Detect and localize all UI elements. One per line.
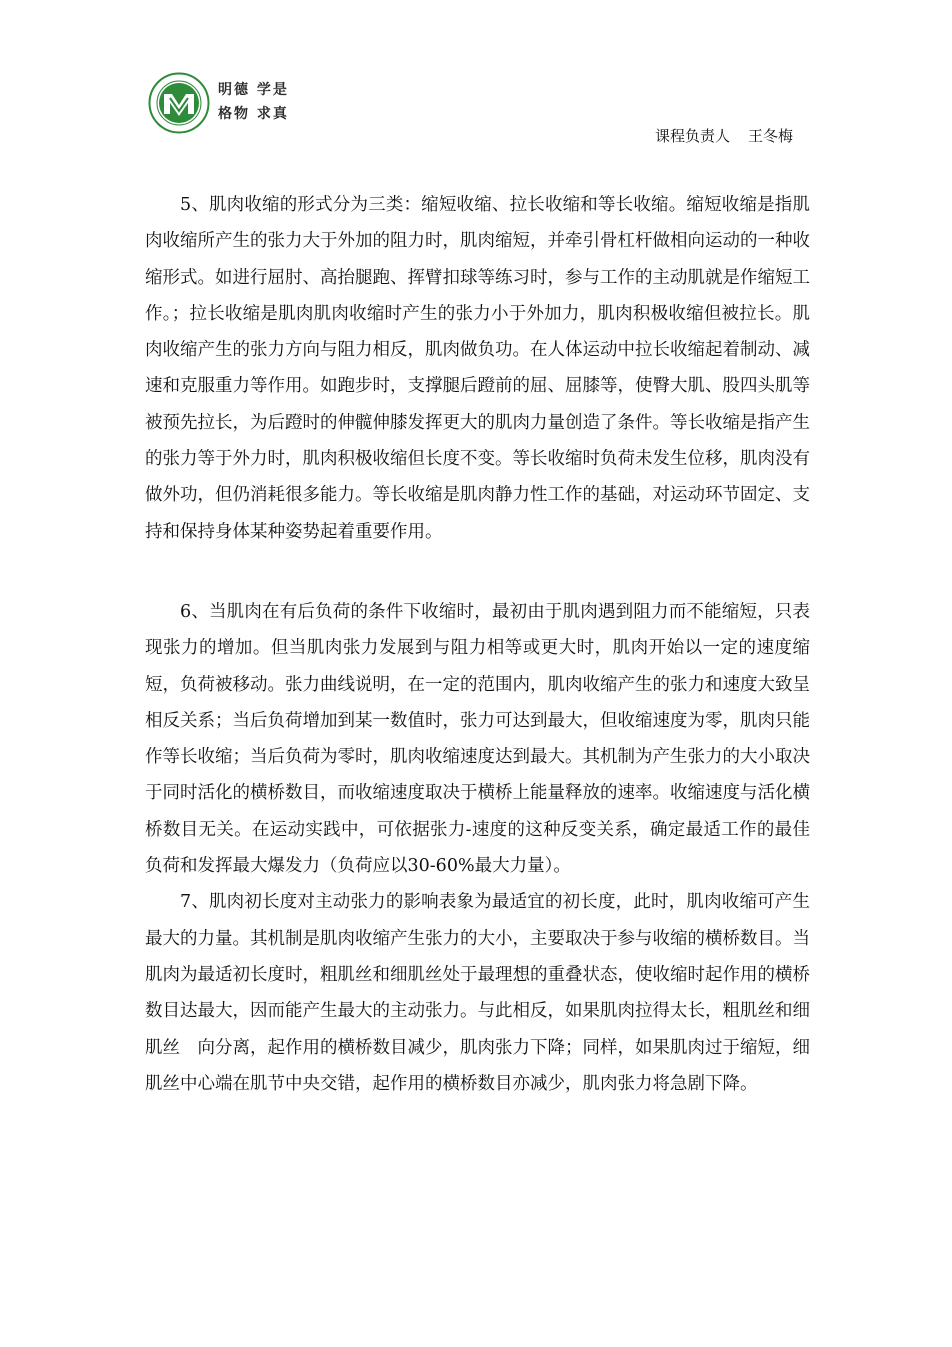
university-logo	[148, 72, 298, 136]
document-body	[145, 187, 810, 1102]
instructor-name: 王冬梅	[748, 127, 794, 145]
paragraph-6: 6、当肌肉在有后负荷的条件下收缩时，最初由于肌肉遇到阻力而不能缩短，只表现张力的增加。但当肌肉张力发展到与阻力相等或更大时，肌肉开始以一定的速度缩短，负荷被移动。张力曲线说明，在一定的范围内，肌肉收缩产生的张力和速度大致呈相反关系；当后负荷增加到某一数值时，张力可达到最大，但收缩速度为零，肌肉只能作等长收缩；当后负荷为零时，肌肉收缩速度达到最大。其机制为产生张力的大小取决于同时活化的横桥数目，而收缩速度取决于横桥上能量释放的速率。收缩速度与活化横桥数目无关。在运动实践中，可依据张力-速度的这种反变关系，确定最适工作的最佳负荷和发挥最大爆发力（负荷应以30-60%最大力量）。	[145, 601, 810, 877]
paragraph-spacer	[145, 550, 810, 594]
university-motto	[218, 78, 289, 126]
course-instructor	[655, 125, 793, 146]
page-header	[0, 0, 952, 150]
instructor-label: 课程负责人	[655, 127, 731, 145]
motto-line-2: 格物 求真	[218, 106, 289, 122]
paragraph-5: 5、肌肉收缩的形式分为三类：缩短收缩、拉长收缩和等长收缩。缩短收缩是指肌肉收缩所产生的张力大于外加的阻力时，肌肉缩短，并牵引骨杠杆做相向运动的一种收缩形式。如进行屈肘、高抬腿跑、挥臂扣球等练习时，参与工作的主动肌就是作缩短工作。；拉长收缩是肌肉肌肉收缩时产生的张力小于外加力，肌肉积极收缩但被拉长。肌肉收缩产生的张力方向与阻力相反，肌肉做负功。在人体运动中拉长收缩起着制动、减速和克服重力等作用。如跑步时，支撑腿后蹬前的屈、屈膝等，使臀大肌、股四头肌等被预先拉长，为后蹬时的伸髋伸膝发挥更大的肌肉力量创造了条件。等长收缩是指产生的张力等于外力时，肌肉积极收缩但长度不变。等长收缩时负荷未发生位移，肌肉没有做外功，但仍消耗很多能力。等长收缩是肌肉静力性工作的基础，对运动环节固定、支持和保持身体某种姿势起着重要作用。	[145, 195, 810, 542]
university-emblem-icon	[148, 72, 210, 134]
paragraph-7: 7、肌肉初长度对主动张力的影响表象为最适宜的初长度，此时，肌肉收缩可产生最大的力量。其机制是肌肉收缩产生张力的大小，主要取决于参与收缩的横桥数目。当肌肉为最适初长度时，粗肌丝和细肌丝处于最理想的重叠状态，使收缩时起作用的横桥数目达最大，因而能产生最大的主动张力。与此相反，如果肌肉拉得太长，粗肌丝和细肌丝 向分离，起作用的横桥数目减少，肌肉张力下降；同样，如果肌肉过于缩短，细肌丝中心端在肌节中央交错，起作用的横桥数目亦减少，肌肉张力将急剧下降。	[145, 892, 810, 1094]
motto-line-1: 明德 学是	[218, 82, 289, 98]
